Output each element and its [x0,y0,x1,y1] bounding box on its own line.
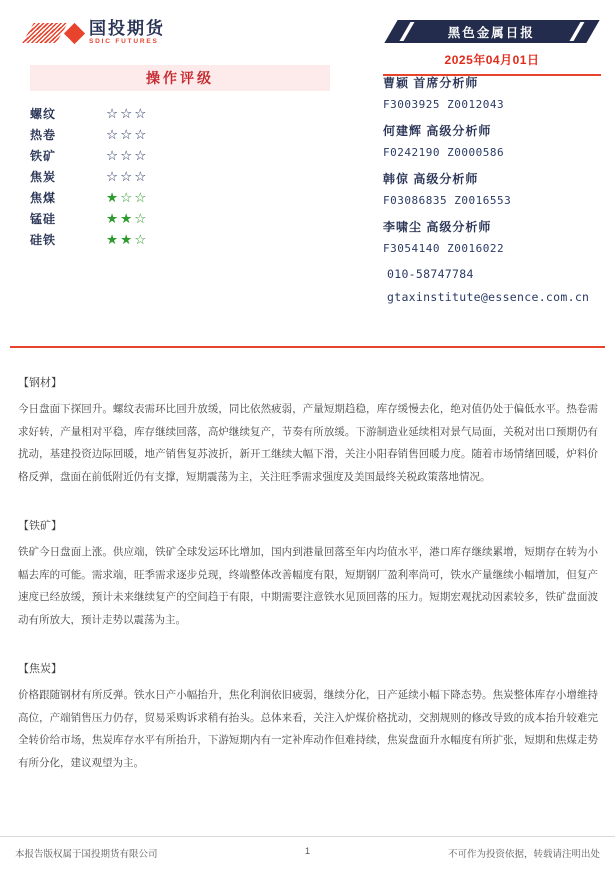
rating-product-label: 锰硅 [30,212,57,226]
rating-stars: ★★☆ [106,210,149,227]
contact-block [383,267,601,304]
report-masthead [383,20,601,67]
report-section [18,517,598,631]
contact-phone: 010-58747784 [387,267,474,281]
rating-product-label: 螺纹 [30,107,57,121]
rating-stars: ★☆☆ [106,189,149,206]
rating-stars: ☆☆☆ [106,168,149,185]
page-header [0,0,615,67]
analysts-list [383,74,601,255]
report-section [18,660,598,774]
report-title: 黑色金属日报 [448,25,536,40]
analyst-codes: F03086835 Z0016553 [383,194,512,207]
analyst-block [383,122,601,159]
rating-product-label: 焦煤 [30,191,57,205]
analyst-codes: F3003925 Z0012043 [383,98,505,111]
analyst-name: 曹颖 首席分析师 [383,76,479,90]
rating-row [30,103,330,124]
logo-diamond-icon [64,22,85,43]
report-sections [0,348,615,774]
disclaimer-text: 不可作为投资依据，转载请注明出处 [447,849,600,860]
analyst-block [383,218,601,255]
ratings-header [30,65,330,91]
rating-row [30,187,330,208]
rating-stars: ☆☆☆ [106,126,149,143]
rating-row [30,124,330,145]
analyst-block [383,74,601,111]
section-body: 价格跟随钢材有所反弹。铁水日产小幅抬升，焦化利润依旧疲弱，继续分化，日产延续小幅下降态势。焦炭整体库存小增维持高位，产端销售压力仍存，贸易采购诉求稍有抬头。总体来看，关注入炉煤价格扰动，交割规则的修改导致的成本抬升较难完全转价给市场，焦炭库存水平有所抬升，下游短期内有一定补库动作但难持续，焦炭盘面升水幅度有所扩张，短期和焦煤走势有所分化，建议观望为主。 [18,689,598,769]
copyright-text: 本报告版权属于国投期货有限公司 [15,849,158,860]
page-number: 1 [304,846,311,857]
logo-text [89,20,165,46]
analyst-codes: F3054140 Z0016022 [383,242,505,255]
rating-product-label: 硅铁 [30,233,57,247]
rating-product-label: 焦炭 [30,170,57,184]
analyst-name: 何建辉 高级分析师 [383,124,492,138]
footer-row [15,846,600,860]
brand-name: 国投期货 [89,19,165,38]
report-section [18,374,598,488]
rating-stars: ★★☆ [106,231,149,248]
rating-stars: ☆☆☆ [106,105,149,122]
section-body: 今日盘面下探回升。螺纹表需环比回升放缓，同比依然疲弱，产量短期趋稳，库存缓慢去化，绝对值仍处于偏低水平。热卷需求好转，产量相对平稳，库存继续回落，高炉继续复产，节奏有所放缓。下游制造业延续相对景气局面，关税对出口预期仍有扰动，基建投资边际回暖，地产销售复苏波折，新开工继续大幅下滑，关注小阳春销售回暖力度。随着市场情绪回暖，炉料价格反弹，盘面在前低附近仍有支撑，短期震荡为主，关注旺季需求强度及美国最终关税政策落地情况。 [18,403,598,483]
analyst-codes: F0242190 Z0000586 [383,146,505,159]
ratings-title: 操作评级 [146,70,214,86]
header-columns [0,62,615,346]
analyst-block [383,170,601,207]
section-body: 铁矿今日盘面上涨。供应端，铁矿全球发运环比增加，国内到港量回落至年内均值水平，港口库存继续累增，短期存在转为小幅去库的可能。需求端，旺季需求逐步兑现，终端整体改善幅度有限，短期钢厂盈利率尚可，铁水产量继续小幅增加，但复产速度已经放缓，预计未来继续复产的空间趋于有限，中期需要注意铁水见顶回落的压力。短期宏观扰动因素较多，铁矿盘面波动有所放大，预计走势以震荡为主。 [18,546,598,626]
brand-subtitle: SDIC FUTURES [89,38,159,45]
report-date: 2025年04月01日 [383,51,601,76]
analysts-panel [383,62,601,346]
ratings-list [30,103,330,250]
sdic-logo-icon [28,23,82,43]
analyst-name: 韩倞 高级分析师 [383,172,479,186]
page-footer [0,836,615,860]
contact-email[interactable]: gtaxinstitute@essence.com.cn [387,290,590,304]
analyst-name: 李啸尘 高级分析师 [383,220,492,234]
report-title-banner [384,20,599,43]
rating-row [30,166,330,187]
company-logo [28,20,165,62]
section-heading: 【钢材】 [18,377,62,389]
ratings-panel [30,62,330,346]
section-heading: 【铁矿】 [18,520,62,532]
section-heading: 【焦炭】 [18,663,62,675]
rating-row [30,229,330,250]
rating-row [30,145,330,166]
rating-stars: ☆☆☆ [106,147,149,164]
logo-stripes-icon [22,23,68,43]
rating-row [30,208,330,229]
rating-product-label: 热卷 [30,128,57,142]
rating-product-label: 铁矿 [30,149,57,163]
